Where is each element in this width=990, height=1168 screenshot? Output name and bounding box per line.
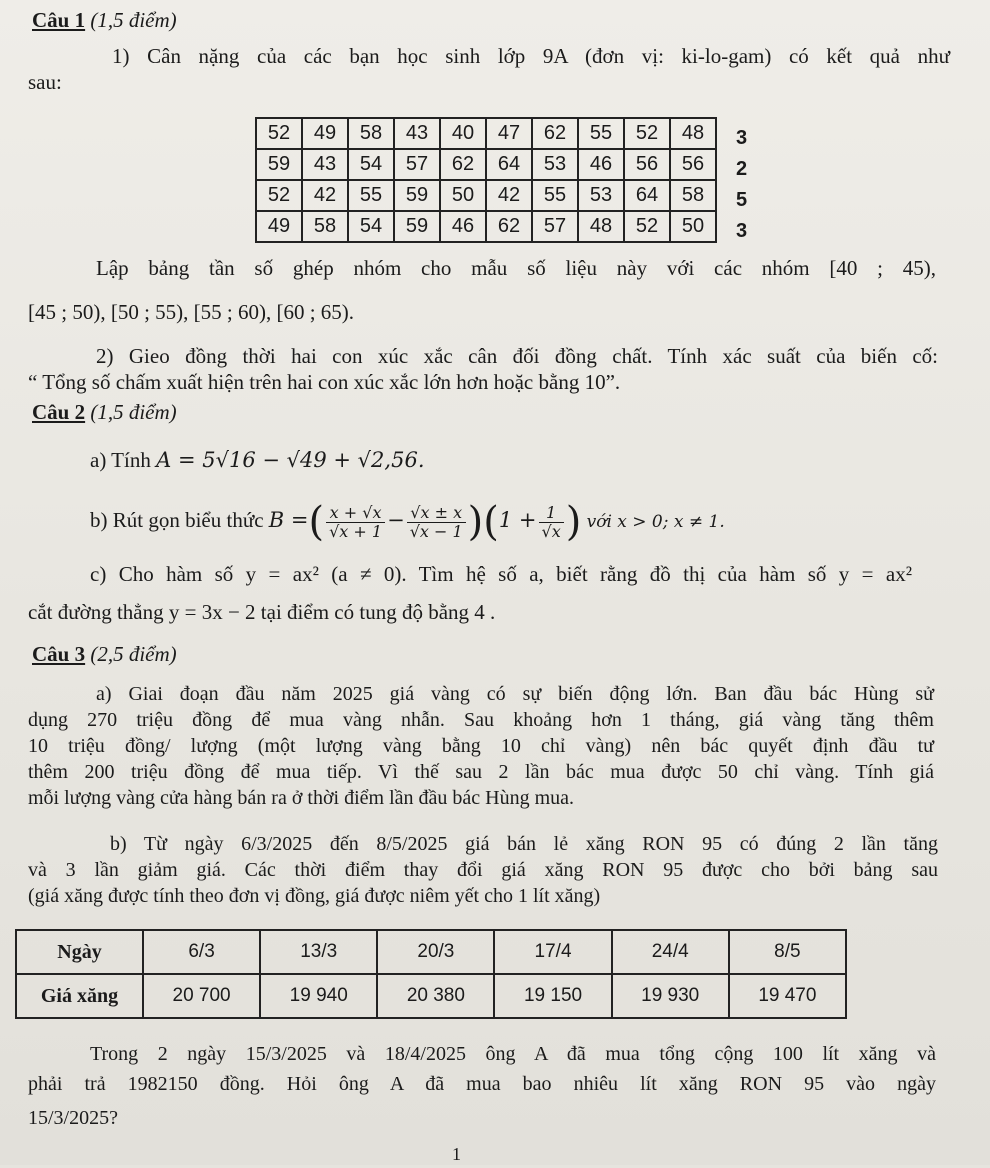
fuel-price-table — [15, 929, 847, 1019]
weight-cell: 62 — [486, 211, 532, 242]
q2-b-minus: − — [387, 508, 405, 532]
weight-cell: 59 — [394, 180, 440, 211]
q2-a — [90, 446, 425, 474]
weight-cell: 43 — [302, 149, 348, 180]
weight-cell: 56 — [670, 149, 716, 180]
weight-cell: 64 — [624, 180, 670, 211]
weight-cell: 58 — [348, 118, 394, 149]
weight-cell: 42 — [302, 180, 348, 211]
fuel-date-cell: 24/4 — [612, 930, 729, 974]
weight-cell: 52 — [256, 118, 302, 149]
fuel-price-cell: 19 470 — [729, 974, 846, 1018]
q1-p1-intro: 1) Cân nặng của các bạn học sinh lớp 9A (đơn vị: ki-lo-gam) có kết quả như — [112, 44, 950, 68]
weight-cell: 54 — [348, 149, 394, 180]
q2-title: Câu 2 — [32, 400, 86, 424]
q1-score: (1,5 điểm) — [90, 8, 177, 32]
q2-b-condition: với x > 0; x ≠ 1. — [586, 512, 725, 532]
q3-b-line-3: (giá xăng được tính theo đơn vị đồng, giá được niêm yết cho 1 lít xăng) — [28, 885, 601, 907]
weight-cell: 53 — [578, 180, 624, 211]
q2-c-line-1: c) Cho hàm số y = ax² (a ≠ 0). Tìm hệ số a, biết rằng đồ thị của hàm số y = ax² — [90, 562, 912, 586]
weights-row — [256, 180, 716, 211]
fuel-price-cell: 19 940 — [260, 974, 377, 1018]
q2-heading — [32, 398, 177, 426]
fuel-price-row — [16, 974, 846, 1018]
q1-p1-sau: sau: — [28, 70, 62, 94]
q3-title: Câu 3 — [32, 642, 86, 666]
weight-cell: 59 — [394, 211, 440, 242]
row-tally-mark: 5 — [736, 189, 748, 211]
weight-cell: 64 — [486, 149, 532, 180]
q2-b-fraction-1: $\frac{x + √x}{√x + 1}$ — [326, 504, 385, 541]
weight-cell: 52 — [256, 180, 302, 211]
weight-cell: 47 — [486, 118, 532, 149]
fuel-price-cell: 19 930 — [612, 974, 729, 1018]
q1-p1-task-b: [45 ; 50), [50 ; 55), [55 ; 60), [60 ; 65). — [28, 300, 355, 324]
q1-p2-a: 2) Gieo đồng thời hai con xúc xắc cân đối đồng chất. Tính xác suất của biến cố: — [96, 344, 938, 368]
fuel-date-cell: 20/3 — [377, 930, 494, 974]
page-number: 1 — [452, 1144, 461, 1164]
weight-cell: 49 — [256, 211, 302, 242]
q3-score: (2,5 điểm) — [90, 642, 177, 666]
weight-cell: 43 — [394, 118, 440, 149]
q3-end-line-2: phải trả 1982150 đồng. Hỏi ông A đã mua bao nhiêu lít xăng RON 95 vào ngày — [28, 1073, 936, 1095]
fuel-price-label: Giá xăng — [16, 974, 143, 1018]
q3-end-line-1: Trong 2 ngày 15/3/2025 và 18/4/2025 ông A đã mua tổng cộng 100 lít xăng và — [90, 1043, 936, 1065]
weight-cell: 50 — [670, 211, 716, 242]
q2-b-fraction-2: $\frac{√x \pm x}{√x - 1}$ — [407, 504, 466, 541]
weight-cell: 49 — [302, 118, 348, 149]
row-tally-mark: 2 — [736, 158, 748, 180]
q3-b-line-2: và 3 lần giảm giá. Các thời điểm thay đổi giá xăng RON 95 được cho bởi bảng sau — [28, 859, 938, 881]
weight-cell: 53 — [532, 149, 578, 180]
q2-a-label: a) Tính — [90, 448, 151, 472]
weight-cell: 48 — [578, 211, 624, 242]
q3-b-line-1: b) Từ ngày 6/3/2025 đến 8/5/2025 giá bán lẻ xăng RON 95 có đúng 2 lần tăng — [110, 833, 938, 855]
weight-cell: 40 — [440, 118, 486, 149]
weight-cell: 58 — [302, 211, 348, 242]
q1-p2-b: “ Tổng số chấm xuất hiện trên hai con xúc xắc lớn hơn hoặc bằng 10”. — [28, 370, 621, 394]
q3-a-line-5: mỗi lượng vàng cửa hàng bán ra ở thời điểm lần đầu bác Hùng mua. — [28, 787, 575, 809]
weight-cell: 57 — [532, 211, 578, 242]
q2-b-fraction-3: $\frac{1}{√x}$ — [539, 504, 564, 541]
row-tally-mark: 3 — [736, 220, 748, 242]
q3-a-line-2: dụng 270 triệu đồng để mua vàng nhẫn. Sau khoảng hơn 1 tháng, giá vàng tăng thêm — [28, 709, 934, 731]
q1-title: Câu 1 — [32, 8, 86, 32]
q1-heading — [32, 6, 177, 34]
fuel-price-cell: 19 150 — [494, 974, 611, 1018]
weight-cell: 57 — [394, 149, 440, 180]
q3-heading — [32, 640, 177, 668]
fuel-price-cell: 20 380 — [377, 974, 494, 1018]
fuel-date-cell: 8/5 — [729, 930, 846, 974]
weight-cell: 42 — [486, 180, 532, 211]
weight-cell: 46 — [440, 211, 486, 242]
fuel-date-label: Ngày — [16, 930, 143, 974]
weight-cell: 55 — [578, 118, 624, 149]
fuel-date-cell: 13/3 — [260, 930, 377, 974]
row-tally-mark: 3 — [736, 127, 748, 149]
q2-b-one-plus: 1 + — [498, 508, 537, 532]
weights-table — [255, 117, 717, 243]
weight-cell: 48 — [670, 118, 716, 149]
weights-row — [256, 211, 716, 242]
fuel-date-cell: 6/3 — [143, 930, 260, 974]
weight-cell: 59 — [256, 149, 302, 180]
fuel-date-row — [16, 930, 846, 974]
q3-a-line-1: a) Giai đoạn đầu năm 2025 giá vàng có sự biến động lớn. Ban đầu bác Hùng sử — [96, 683, 934, 705]
weight-cell: 62 — [440, 149, 486, 180]
weight-cell: 55 — [348, 180, 394, 211]
q2-score: (1,5 điểm) — [90, 400, 177, 424]
q3-a-line-3: 10 triệu đồng/ lượng (một lượng vàng bằng 10 chỉ vàng) nên bác quyết định đầu tư — [28, 735, 934, 757]
q2-c-line-2: cắt đường thẳng y = 3x − 2 tại điểm có tung độ bằng 4 . — [28, 600, 496, 624]
q2-a-expression: A = 5√16 − √49 + √2,56. — [156, 448, 425, 472]
q3-a-line-4: thêm 200 triệu đồng để mua tiếp. Vì thế sau 2 lần bác mua được 50 chỉ vàng. Tính giá — [28, 761, 934, 783]
weight-cell: 62 — [532, 118, 578, 149]
q2-b-label: b) Rút gọn biểu thức — [90, 508, 264, 532]
q3-end-line-3: 15/3/2025? — [28, 1107, 118, 1129]
q2-b-lhs: B = — [268, 508, 309, 532]
weight-cell: 55 — [532, 180, 578, 211]
weight-cell: 56 — [624, 149, 670, 180]
weight-cell: 52 — [624, 118, 670, 149]
weight-cell: 46 — [578, 149, 624, 180]
fuel-price-cell: 20 700 — [143, 974, 260, 1018]
fuel-date-cell: 17/4 — [494, 930, 611, 974]
weight-cell: 52 — [624, 211, 670, 242]
weight-cell: 54 — [348, 211, 394, 242]
weights-row — [256, 149, 716, 180]
q1-p1-task-a: Lập bảng tần số ghép nhóm cho mẫu số liệu này với các nhóm [40 ; 45), — [96, 256, 936, 280]
q2-b: b) Rút gọn biểu thức B =( $\frac{x + √x}{√x + 1}$ − $\frac{√x \pm x}{√x - 1}$ )(1 + $\frac{1}{√x}$ ) với x > 0; x ≠ 1. — [90, 499, 725, 546]
weights-row — [256, 118, 716, 149]
weight-cell: 50 — [440, 180, 486, 211]
weight-cell: 58 — [670, 180, 716, 211]
